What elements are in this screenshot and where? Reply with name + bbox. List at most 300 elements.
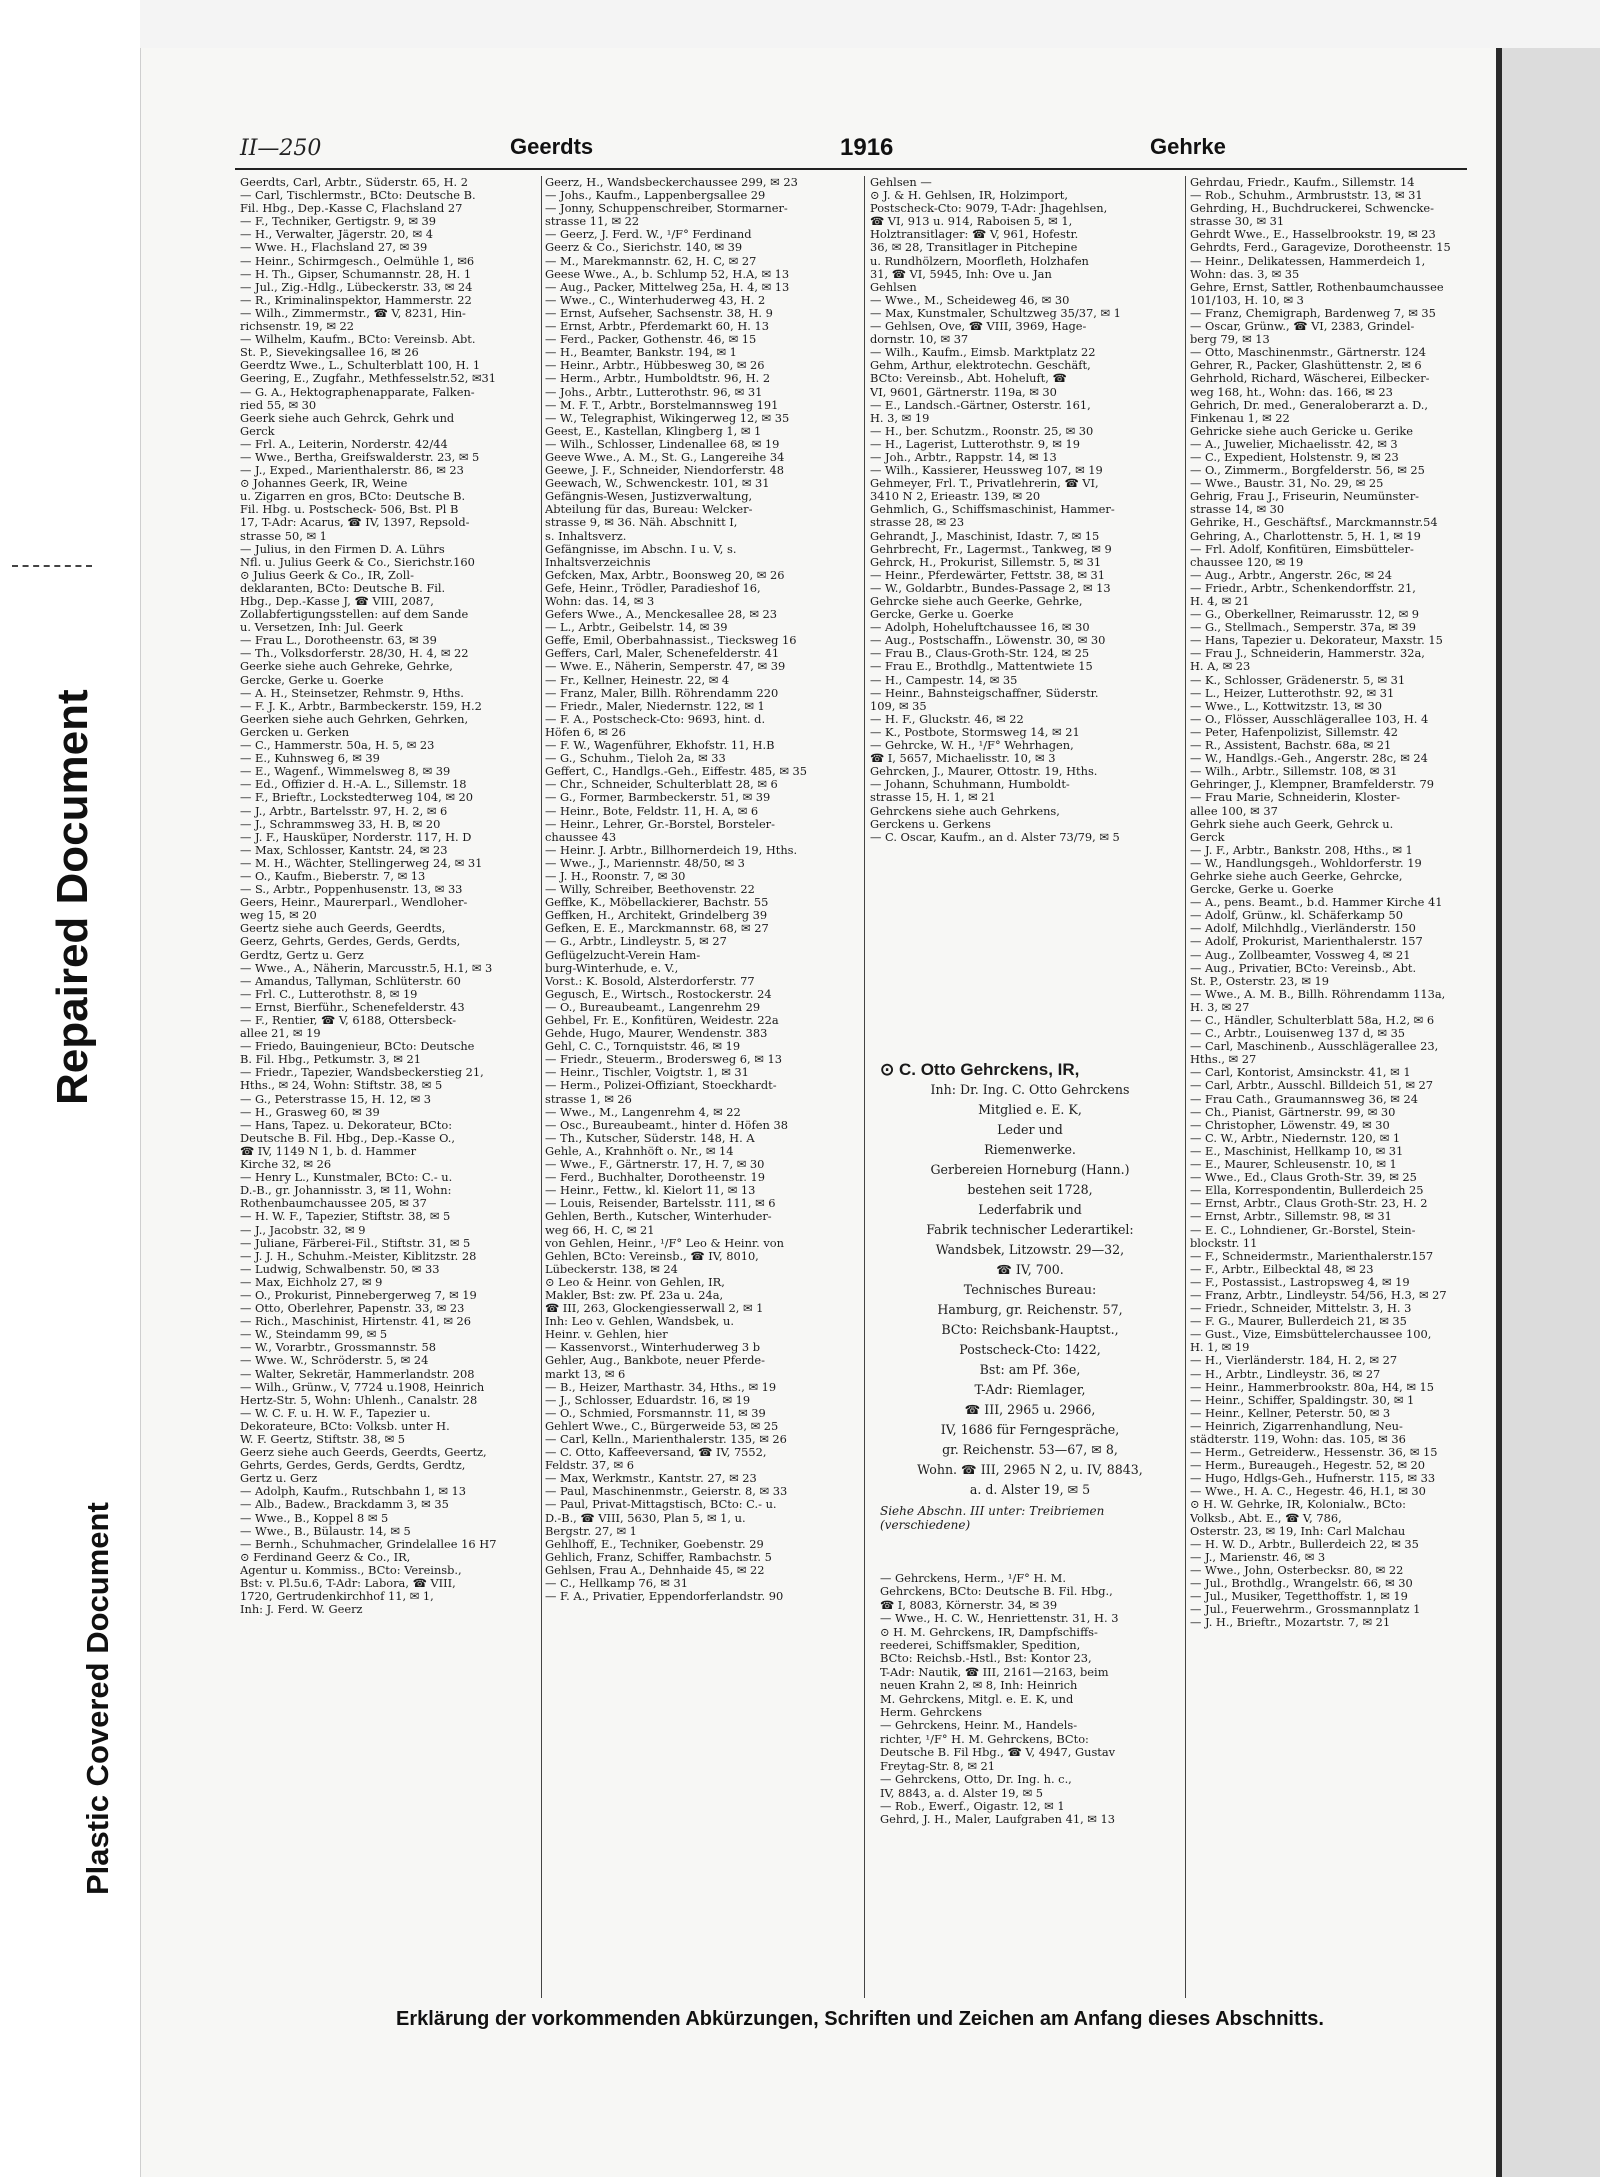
directory-entry: — Walter, Sekretär, Hammerlandstr. 208: [240, 1367, 475, 1381]
directory-entry: — H. W. F., Tapezier, Stiftstr. 38, ✉ 5: [240, 1210, 451, 1224]
advertisement-line: a. d. Alster 19, ✉ 5: [969, 1482, 1091, 1497]
directory-entry: — Jonny, Schuppenschreiber, Stormarner-: [545, 202, 788, 216]
advertisement-line: Leder und: [997, 1122, 1063, 1137]
directory-entry: — Rich., Maschinist, Hirtenstr. 41, ✉ 26: [240, 1315, 472, 1329]
directory-entry: — F., Postassist., Lastropsweg 4, ✉ 19: [1190, 1275, 1410, 1289]
directory-entry: — Otto, Maschinenmstr., Gärtnerstr. 124: [1190, 346, 1426, 360]
advertisement-line: Bst: am Pf. 36e,: [979, 1362, 1081, 1377]
directory-entry: Gehrcke siehe auch Geerke, Gehrke,: [870, 595, 1083, 608]
directory-entry: — Wwe. H., Flachsland 27, ✉ 39: [240, 241, 428, 255]
directory-entry: — Jul., Zig.-Hdlg., Lübeckerstr. 33, ✉ 24: [240, 280, 473, 294]
directory-entry: M. Gehrckens, Mitgl. e. E. K, und: [880, 1692, 1074, 1706]
directory-entry: Gehrbrecht, Fr., Lagermst., Tankweg, ✉ 9: [870, 542, 1112, 556]
directory-entry: — Hans, Tapezier u. Dekorateur, Maxstr. 15: [1190, 634, 1443, 648]
directory-entry: — Max, Kunstmaler, Schultzweg 35/37, ✉ 1: [870, 306, 1121, 320]
directory-entry: — H., Arbtr., Lindleystr. 36, ✉ 27: [1190, 1367, 1381, 1381]
directory-entry: blockstr. 11: [1190, 1236, 1258, 1250]
header-first-word: Geerdts: [510, 134, 594, 159]
directory-entry: — G., Oberkellner, Reimarusstr. 12, ✉ 9: [1190, 608, 1420, 622]
directory-entry: Hths., ✉ 24, Wohn: Stiftstr. 38, ✉ 5: [240, 1079, 443, 1093]
directory-entry: — Gehrckens, Herm., ¹/F° H. M.: [880, 1572, 1066, 1585]
directory-entry: — M. H., Wächter, Stellingerweg 24, ✉ 31: [240, 856, 483, 870]
directory-entry: — H. Th., Gipser, Schumannstr. 28, H. 1: [240, 267, 472, 281]
directory-entry: — Hugo, Hdlgs-Geh., Hufnerstr. 115, ✉ 33: [1190, 1472, 1436, 1486]
directory-entry: von Gehlen, Heinr., ¹/F° Leo & Heinr. von: [545, 1236, 784, 1250]
directory-entry: — Carl, Kontorist, Amsinckstr. 41, ✉ 1: [1190, 1066, 1411, 1080]
directory-entry: — Wwe., H. C. W., Henriettenstr. 31, H. 3: [880, 1612, 1119, 1626]
advertisement-line: Technisches Bureau:: [963, 1282, 1097, 1297]
directory-entry: Geest, E., Kastellan, Klingberg 1, ✉ 1: [545, 424, 762, 438]
directory-entry: markt 13, ✉ 6: [545, 1367, 626, 1381]
directory-entry: Geffe, Emil, Oberbahnassist., Tiecksweg 16: [545, 634, 797, 648]
directory-entry: — J. H., Brieftr., Mozartstr. 7, ✉ 21: [1190, 1616, 1391, 1630]
directory-entry: — Carl, Arbtr., Ausschl. Billdeich 51, ✉ 27: [1190, 1079, 1434, 1093]
directory-entry: — G. A., Hektographenapparate, Falken-: [240, 385, 475, 399]
directory-entry: — C., Expedient, Holstenstr. 9, ✉ 23: [1190, 450, 1399, 464]
directory-entry: u. Zigarren en gros, BCto: Deutsche B.: [240, 490, 466, 504]
directory-entry: Gehlhoff, E., Techniker, Goebenstr. 29: [545, 1537, 764, 1551]
directory-entry: Geerz siehe auch Geerds, Geerdts, Geertz,: [240, 1446, 487, 1460]
directory-entry: — Rob., Schuhm., Armbruststr. 13, ✉ 31: [1190, 189, 1423, 203]
directory-entry: — Ernst, Arbtr., Sillemstr. 98, ✉ 31: [1190, 1210, 1392, 1224]
directory-entry: — J., Schrammsweg 33, H. B, ✉ 20: [240, 817, 441, 831]
directory-entry: — J. J. H., Schuhm.-Meister, Kiblitzstr. 28: [240, 1249, 477, 1263]
directory-entry: — H. W. D., Arbtr., Bullerdeich 22, ✉ 35: [1190, 1537, 1419, 1551]
directory-entry: — Gust., Vize, Eimsbüttelerchaussee 100,: [1190, 1328, 1432, 1342]
directory-entry: Höfen 6, ✉ 26: [545, 725, 626, 739]
directory-entry: — Hans, Tapez. u. Dekorateur, BCto:: [240, 1118, 453, 1132]
directory-entry: — Osc., Bureaubeamt., hinter d. Höfen 38: [545, 1118, 788, 1132]
directory-entry: chaussee 43: [545, 830, 617, 844]
directory-entry: — Wwe., C., Winterhuderweg 43, H. 2: [545, 293, 766, 307]
plastic-label: Plastic Covered Document: [80, 1502, 115, 1895]
directory-entry: — Jul., Musiker, Tegetthoffstr. 1, ✉ 19: [1190, 1590, 1408, 1604]
directory-entry: — Wilh., Arbtr., Sillemstr. 108, ✉ 31: [1190, 765, 1398, 779]
directory-entry: — Heinr., Hammerbrookstr. 80a, H4, ✉ 15: [1190, 1380, 1435, 1394]
directory-entry: — Heinr., Lehrer, Gr.-Borstel, Borsteler-: [545, 817, 775, 831]
directory-entry: — Wilh., Grünw., V, 7724 u.1908, Heinrich: [240, 1380, 485, 1394]
directory-entry: 3410 N 2, Erieastr. 139, ✉ 20: [870, 490, 1041, 504]
column-divider: [541, 176, 542, 1998]
directory-entry: Geerken siehe auch Gehrken, Gehrken,: [240, 712, 469, 726]
directory-entry: Nfl. u. Julius Geerk & Co., Sierichstr.160: [240, 555, 475, 569]
directory-entry: H. 1, ✉ 19: [1190, 1341, 1250, 1355]
sidebar: [0, 0, 140, 2177]
directory-entry: — Friedr., Arbtr., Schenkendorffstr. 21,: [1190, 581, 1416, 595]
directory-entry: — Johs., Kaufm., Lappenbergsallee 29: [545, 189, 766, 203]
directory-entry: — B., Heizer, Marthastr. 34, Hths., ✉ 19: [545, 1380, 777, 1394]
directory-entry: — Willy, Schreiber, Beethovenstr. 22: [545, 883, 755, 897]
directory-entry: Geerdtz Wwe., L., Schulterblatt 100, H. 1: [240, 359, 481, 373]
directory-entry: — Rob., Ewerf., Oigastr. 12, ✉ 1: [880, 1799, 1065, 1813]
advertisement-line: Mitglied e. E. K,: [978, 1102, 1082, 1117]
directory-entry: allee 100, ✉ 37: [1190, 804, 1278, 818]
directory-entry: — Franz, Maler, Billh. Röhrendamm 220: [545, 686, 779, 700]
directory-entry: — E., Maurer, Schleusenstr. 10, ✉ 1: [1190, 1158, 1397, 1172]
directory-entry: — C., Hellkamp 76, ✉ 31: [545, 1577, 688, 1591]
directory-entry: Geerz, Gehrts, Gerdes, Gerds, Gerdts,: [240, 935, 461, 949]
directory-entry: — F. A., Postscheck-Cto: 9693, hint. d.: [545, 712, 766, 726]
directory-entry: Gehmeyer, Frl. T., Privatlehrerin, ☎ VI,: [870, 477, 1099, 491]
directory-entry: — Ferd., Buchhalter, Dorotheenstr. 19: [545, 1171, 765, 1185]
directory-entry: — Heinr., Schiffer, Spaldingstr. 30, ✉ 1: [1190, 1393, 1415, 1407]
directory-entry: — W., Telegraphist, Wikingerweg 12, ✉ 35: [545, 411, 790, 425]
directory-entry: — L., Heizer, Lutterothstr. 92, ✉ 31: [1190, 686, 1395, 700]
directory-entry: — F., Schneidermstr., Marienthalerstr.157: [1190, 1249, 1434, 1263]
directory-entry: — W. C. F. u. H. W. F., Tapezier u.: [240, 1406, 431, 1420]
directory-entry: Hertz-Str. 5, Wohn: Uhlenh., Canalstr. 28: [240, 1393, 478, 1407]
directory-entry: St. P., Sievekingsallee 16, ✉ 26: [240, 346, 419, 360]
directory-entry: — F., Techniker, Gertigstr. 9, ✉ 39: [240, 215, 437, 229]
directory-entry: ☎ III, 263, Glockengiesserwall 2, ✉ 1: [545, 1302, 764, 1316]
directory-entry: Gehringer, J., Klempner, Bramfelderstr. 79: [1190, 778, 1434, 792]
directory-entry: — Adolf, Prokurist, Marienthalerstr. 157: [1190, 935, 1423, 949]
header-year: 1916: [840, 134, 894, 161]
directory-entry: u. Versetzen, Inh: Jul. Geerk: [240, 621, 403, 635]
directory-entry: ⊙ Julius Geerk & Co., IR, Zoll-: [240, 568, 414, 582]
directory-entry: — H., Lagerist, Lutterothstr. 9, ✉ 19: [870, 437, 1080, 451]
directory-entry: Gehrer, R., Packer, Glashüttenstr. 2, ✉ 6: [1190, 359, 1422, 373]
directory-entry: Wohn: das. 14, ✉ 3: [545, 595, 655, 608]
directory-entry: Gehl, C. C., Tornquiststr. 46, ✉ 19: [545, 1040, 741, 1054]
directory-entry: — W., Vorarbtr., Grossmannstr. 58: [240, 1341, 436, 1355]
directory-entry: — G., Arbtr., Lindleystr. 5, ✉ 27: [545, 935, 727, 949]
directory-entry: strasse 1, ✉ 26: [545, 1092, 632, 1106]
directory-entry: Gehlsen —: [870, 176, 932, 189]
directory-entry: Gehmlich, G., Schiffsmaschinist, Hammer-: [870, 503, 1115, 517]
directory-entry: — J., Schlosser, Eduardstr. 16, ✉ 19: [545, 1393, 751, 1407]
directory-entry: — O., Flösser, Ausschlägerallee 103, H. 4: [1190, 712, 1429, 726]
directory-entry: — Chr., Schneider, Schulterblatt 28, ✉ 6: [545, 778, 778, 792]
directory-entry: Inhaltsverzeichnis: [545, 555, 651, 569]
directory-entry: — Heinr., Delikatessen, Hammerdeich 1,: [1190, 254, 1426, 268]
advertisement-line: Riemenwerke.: [984, 1142, 1076, 1157]
directory-entry: — R., Kriminalinspektor, Hammerstr. 22: [240, 293, 472, 307]
directory-entry: — Jul., Brothdlg., Wrangelstr. 66, ✉ 30: [1190, 1577, 1413, 1591]
directory-entry: — Frau Cath., Graumannsweg 36, ✉ 24: [1190, 1092, 1418, 1106]
advertisement-line: Inh: Dr. Ing. C. Otto Gehrckens: [930, 1082, 1130, 1097]
directory-entry: H. 4, ✉ 21: [1190, 595, 1250, 608]
advertisement-line: Hamburg, gr. Reichenstr. 57,: [937, 1302, 1123, 1317]
directory-entry: — Ernst, Arbtr., Pferdemarkt 60, H. 13: [545, 320, 770, 334]
directory-entry: — Wwe., John, Osterbecksr. 80, ✉ 22: [1190, 1563, 1404, 1577]
directory-entry: — J. H., Roonstr. 7, ✉ 30: [545, 869, 686, 883]
directory-entry: Geerke siehe auch Gehreke, Gehrke,: [240, 660, 453, 674]
directory-entry: strasse 28, ✉ 23: [870, 516, 965, 530]
directory-entry: u. Rundhölzern, Moorfleth, Holzhafen: [870, 254, 1089, 268]
directory-entry: — Carl, Kelln., Marienthalerstr. 135, ✉ 26: [545, 1433, 787, 1446]
directory-entry: 17, T-Adr: Acarus, ☎ IV, 1397, Repsold-: [240, 516, 470, 530]
directory-entry: — Kassenvorst., Winterhuderweg 3 b: [545, 1341, 761, 1355]
directory-entry: Rothenbaumchaussee 205, ✉ 37: [240, 1197, 427, 1211]
directory-entry: — Friedr., Maler, Niedernstr. 122, ✉ 1: [545, 699, 765, 713]
directory-entry: Geerz & Co., Sierichstr. 140, ✉ 39: [545, 241, 743, 255]
page-right-edge: [1500, 48, 1600, 2177]
directory-entry: — E., Landsch.-Gärtner, Osterstr. 161,: [870, 398, 1091, 412]
directory-entry: — G., Peterstrasse 15, H. 12, ✉ 3: [240, 1092, 431, 1106]
directory-entry: dornstr. 10, ✉ 37: [870, 333, 969, 347]
advertisement-line: ☎ III, 2965 u. 2966,: [964, 1402, 1096, 1417]
directory-entry: — Oscar, Grünw., ☎ VI, 2383, Grindel-: [1190, 320, 1415, 334]
directory-entry: richter, ¹/F° H. M. Gehrckens, BCto:: [880, 1732, 1089, 1746]
directory-entry: — Th., Volksdorferstr. 28/30, H. 4, ✉ 22: [240, 647, 469, 661]
directory-entry: Geffers, Carl, Maler, Schenefelderstr. 41: [545, 647, 780, 661]
advertisement-block: [880, 1060, 1180, 1827]
directory-entry: — C. W., Arbtr., Niedernstr. 120, ✉ 1: [1190, 1131, 1401, 1145]
advertisement-line: bestehen seit 1728,: [967, 1182, 1093, 1197]
directory-entry: — Wwe., L., Kottwitzstr. 13, ✉ 30: [1190, 699, 1382, 713]
directory-entry: Gehrdts, Ferd., Garagevize, Dorotheenstr. 15: [1190, 241, 1451, 255]
directory-entry: 31, ☎ VI, 5945, Inh: Ove u. Jan: [870, 267, 1052, 281]
directory-entry: — Carl, Maschinenb., Ausschlägerallee 23,: [1190, 1040, 1439, 1054]
directory-entry: Deutsche B. Fil Hbg., ☎ V, 4947, Gustav: [880, 1746, 1116, 1760]
directory-entry: — H., Grasweg 60, ✉ 39: [240, 1105, 380, 1119]
directory-entry: — Herm., Bureaugeh., Hegestr. 52, ✉ 20: [1190, 1459, 1426, 1473]
directory-entry: ⊙ H. M. Gehrckens, IR, Dampfschiffs-: [880, 1625, 1098, 1639]
directory-entry: — Wilh., Schlosser, Lindenallee 68, ✉ 19: [545, 437, 780, 451]
directory-entry: chaussee 120, ✉ 19: [1190, 555, 1304, 569]
directory-entry: — Julius, in den Firmen D. A. Lührs: [240, 542, 445, 556]
directory-entry: — Jul., Feuerwehrm., Grossmannplatz 1: [1190, 1603, 1421, 1617]
directory-entry: — K., Schlosser, Grädenerstr. 5, ✉ 31: [1190, 673, 1406, 687]
directory-entry: — A., pens. Beamt., b.d. Hammer Kirche 41: [1190, 896, 1443, 910]
directory-entry: — R., Assistent, Bachstr. 68a, ✉ 21: [1190, 739, 1392, 753]
directory-entry: ☎ I, 8083, Körnerstr. 34, ✉ 39: [880, 1598, 1058, 1612]
directory-entry: — J., Marienstr. 46, ✉ 3: [1190, 1550, 1326, 1564]
directory-entry: weg 66, H. C, ✉ 21: [545, 1223, 655, 1237]
page-header: [240, 132, 1460, 168]
directory-entry: — F., Arbtr., Eilbecktal 48, ✉ 23: [1190, 1262, 1374, 1276]
directory-entry: Gehrk siehe auch Geerk, Gehrck u.: [1190, 817, 1394, 831]
advertisement-line: Lederfabrik und: [978, 1202, 1082, 1217]
directory-entry: Hbg., Dep.-Kasse J, ☎ VIII, 2087,: [240, 595, 434, 608]
directory-entry: Gerckens u. Gerkens: [870, 817, 991, 831]
directory-entry: — Johs., Arbtr., Lutterothstr. 96, ✉ 31: [545, 385, 763, 399]
directory-entry: — Ed., Offizier d. H.-A. L., Sillemstr. 18: [240, 778, 467, 792]
directory-entry: — O., Schmied, Forsmannstr. 11, ✉ 39: [545, 1406, 766, 1420]
directory-entry: Postscheck-Cto: 9079, T-Adr: Jhagehlsen,: [870, 202, 1108, 216]
directory-entry: Gehring, A., Charlottenstr. 5, H. 1, ✉ 19: [1190, 529, 1421, 543]
directory-entry: W. F. Geertz, Stiftstr. 38, ✉ 5: [240, 1433, 405, 1446]
directory-entry: — Heinr., Kellner, Peterstr. 50, ✉ 3: [1190, 1406, 1391, 1420]
directory-entry: — Frau J., Schneiderin, Hammerstr. 32a,: [1190, 647, 1425, 661]
directory-entry: — Aug., Privatier, BCto: Vereinsb., Abt.: [1190, 961, 1417, 975]
directory-entry: reederei, Schiffsmakler, Spedition,: [880, 1639, 1081, 1653]
directory-entry: — E., Maschinist, Hellkamp 10, ✉ 31: [1190, 1144, 1404, 1158]
directory-entry: ⊙ J. & H. Gehlsen, IR, Holzimport,: [870, 189, 1068, 203]
directory-entry: — S., Arbtr., Poppenhusenstr. 13, ✉ 33: [240, 883, 463, 897]
directory-entry: Gehm, Arthur, elektrotechn. Geschäft,: [870, 359, 1091, 373]
directory-entry: — Gehrckens, Otto, Dr. Ing. h. c.,: [880, 1773, 1072, 1787]
directory-entry: Geerdts, Carl, Arbtr., Süderstr. 65, H. 2: [240, 176, 469, 189]
directory-entry: — J., Exped., Marienthalerstr. 86, ✉ 23: [240, 464, 464, 478]
directory-entry: Bst: v. Pl.5u.6, T-Adr: Labora, ☎ VIII,: [240, 1577, 456, 1591]
directory-entry: Gehrig, Frau J., Friseurin, Neumünster-: [1190, 490, 1419, 504]
directory-entry: — J. F., Hausküper, Norderstr. 117, H. D: [240, 830, 472, 844]
directory-entry: Gehrckens, BCto: Deutsche B. Fil. Hbg.,: [880, 1585, 1113, 1599]
directory-entry: — Heinr., Tischler, Voigtstr. 1, ✉ 31: [545, 1066, 749, 1080]
directory-entry: ⊙ Johannes Geerk, IR, Weine: [240, 477, 408, 491]
advertisement-line: Gerbereien Horneburg (Hann.): [930, 1162, 1130, 1177]
directory-entry: — Wilh., Kassierer, Heussweg 107, ✉ 19: [870, 464, 1103, 478]
directory-entry: — O., Prokurist, Pinnebergerweg 7, ✉ 19: [240, 1288, 477, 1302]
directory-entry: T-Adr: Nautik, ☎ III, 2161—2163, beim: [880, 1665, 1109, 1679]
directory-entry: Holztransitlager: ☎ V, 961, Hofestr.: [870, 228, 1079, 242]
directory-entry: — Wwe., H. A. C., Hegestr. 46, H.1, ✉ 30: [1190, 1485, 1426, 1499]
directory-entry: — Frl. Adolf, Konfitüren, Eimsbütteler-: [1190, 542, 1414, 556]
directory-entry: Gehrck, H., Prokurist, Sillemstr. 5, ✉ 31: [870, 555, 1102, 569]
page-number: II—250: [240, 136, 322, 161]
advertisement-line: T-Adr: Riemlager,: [974, 1382, 1086, 1397]
directory-entry: — Wwe., M., Scheideweg 46, ✉ 30: [870, 293, 1070, 307]
directory-column-3: [870, 176, 1170, 1056]
directory-entry: richsenstr. 19, ✉ 22: [240, 320, 354, 334]
directory-entry: — M., Marekmannstr. 62, H. C, ✉ 27: [545, 254, 757, 268]
directory-entry: — Alb., Badew., Brackdamm 3, ✉ 35: [240, 1498, 449, 1512]
directory-entry: Gehrts, Gerdes, Gerds, Gerdts, Gerdtz,: [240, 1459, 466, 1473]
directory-entry: Wohn: das. 3, ✉ 35: [1190, 267, 1300, 281]
directory-entry: Hths., ✉ 27: [1190, 1053, 1257, 1067]
directory-entry: — Wilhelm, Kaufm., BCto: Vereinsb. Abt.: [240, 333, 476, 347]
directory-entry: ⊙ Leo & Heinr. von Gehlen, IR,: [545, 1275, 725, 1289]
directory-entry: — Heinr., Bote, Feldstr. 11, H. A, ✉ 6: [545, 804, 759, 818]
directory-entry: — Paul, Maschinenmstr., Geierstr. 8, ✉ 33: [545, 1485, 788, 1499]
directory-entry: — O., Bureaubeamt., Langenrehm 29: [545, 1000, 761, 1014]
directory-entry: — Ch., Pianist, Gärtnerstr. 99, ✉ 30: [1190, 1105, 1396, 1119]
directory-entry: — Wwe., A. M. B., Billh. Röhrendamm 113a,: [1190, 987, 1446, 1001]
directory-entry: — K., Postbote, Stormsweg 14, ✉ 21: [870, 725, 1080, 739]
directory-entry: Lübeckerstr. 138, ✉ 24: [545, 1262, 678, 1276]
directory-entry: Gehlsen: [870, 280, 917, 294]
directory-entry: — Wwe., Bertha, Greifswalderstr. 23, ✉ 5: [240, 450, 480, 464]
directory-entry: — H., Beamter, Bankstr. 194, ✉ 1: [545, 346, 737, 360]
directory-entry: — A. H., Steinsetzer, Rehmstr. 9, Hths.: [240, 686, 464, 700]
directory-entry: — Wwe. W., Schröderstr. 5, ✉ 24: [240, 1354, 429, 1368]
directory-entry: — O., Kaufm., Bieberstr. 7, ✉ 13: [240, 869, 426, 883]
directory-entry: — L., Arbtr., Geibelstr. 14, ✉ 39: [545, 621, 728, 635]
directory-entry: Agentur u. Kommiss., BCto: Vereinsb.,: [240, 1563, 462, 1577]
directory-entry: — Otto, Oberlehrer, Papenstr. 33, ✉ 23: [240, 1302, 465, 1316]
directory-entry: Inh: Leo v. Gehlen, Wandsbek, u.: [545, 1315, 734, 1329]
directory-entry: Gehrdt Wwe., E., Hasselbrookstr. 19, ✉ 23: [1190, 228, 1436, 242]
directory-entry: Geertz siehe auch Geerds, Geerdts,: [240, 922, 446, 936]
directory-entry: Gehrdau, Friedr., Kaufm., Sillemstr. 14: [1190, 176, 1415, 189]
directory-entry: B. Fil. Hbg., Petkumstr. 3, ✉ 21: [240, 1053, 421, 1067]
directory-entry: — Paul, Privat-Mittagstisch, BCto: C.- u.: [545, 1498, 777, 1512]
directory-entry: Geflügelzucht-Verein Ham-: [545, 948, 701, 962]
directory-entry: Gehler, Aug., Bankbote, neuer Pferde-: [545, 1354, 765, 1368]
directory-entry: 1720, Gertrudenkirchhof 11, ✉ 1,: [240, 1590, 434, 1604]
directory-entry: — C., Arbtr., Louisenweg 137 d, ✉ 35: [1190, 1027, 1406, 1041]
directory-entry: Gehle, A., Krahnhöft o. Nr., ✉ 14: [545, 1144, 734, 1158]
directory-column-2: [545, 176, 843, 1998]
directory-entry: ☎ I, 5657, Michaelisstr. 10, ✉ 3: [870, 752, 1056, 766]
directory-entry: — J., Jacobstr. 32, ✉ 9: [240, 1223, 366, 1237]
directory-entry: Osterstr. 23, ✉ 19, Inh: Carl Malchau: [1190, 1524, 1406, 1538]
directory-entry: — Friedr., Steuerm., Brodersweg 6, ✉ 13: [545, 1053, 782, 1067]
directory-entry: — Christopher, Löwenstr. 49, ✉ 30: [1190, 1118, 1390, 1132]
directory-entry: — Heinr., Arbtr., Hübbesweg 30, ✉ 26: [545, 359, 765, 373]
directory-entry: Gercke, Gerke u. Goerke: [240, 673, 384, 687]
directory-entry: — Max, Eichholz 27, ✉ 9: [240, 1275, 383, 1289]
directory-entry: BCto: Reichsb.-Hstl., Bst: Kontor 23,: [880, 1652, 1092, 1666]
directory-entry: Abteilung für das, Bureau: Welcker-: [545, 503, 753, 517]
advertisement-line: Postscheck-Cto: 1422,: [959, 1342, 1101, 1357]
directory-entry: Dekorateure, BCto: Volksb. unter H.: [240, 1419, 450, 1433]
directory-entry: Fil. Hbg., Dep.-Kasse C, Flachsland 27: [240, 202, 463, 216]
directory-entry: Deutsche B. Fil. Hbg., Dep.-Kasse O.,: [240, 1131, 456, 1145]
directory-entry: — C., Hammerstr. 50a, H. 5, ✉ 23: [240, 739, 435, 753]
directory-entry: Gefken, E. E., Marckmannstr. 68, ✉ 27: [545, 922, 769, 936]
directory-entry: — W., Steindamm 99, ✉ 5: [240, 1328, 388, 1342]
directory-entry: — Heinr., Pferdewärter, Fettstr. 38, ✉ 31: [870, 568, 1105, 582]
directory-entry: Gehrcken, J., Maurer, Ottostr. 19, Hths.: [870, 765, 1098, 779]
directory-entry: Gerck: [1190, 830, 1225, 844]
directory-entry: — G., Schuhm., Tieloh 2a, ✉ 33: [545, 752, 726, 766]
directory-entry: Vorst.: K. Bosold, Alsterdorferstr. 77: [545, 974, 755, 988]
directory-entry: 101/103, H. 10, ✉ 3: [1190, 293, 1304, 307]
directory-entry: — Wwe., F., Gärtnerstr. 17, H. 7, ✉ 30: [545, 1158, 765, 1172]
directory-entry: — Adolf, Grünw., kl. Schäferkamp 50: [1190, 909, 1403, 923]
directory-entry: — Aug., Zollbeamter, Vossweg 4, ✉ 21: [1190, 948, 1411, 962]
directory-entry: Volksb., Abt. E., ☎ V, 786,: [1190, 1511, 1342, 1525]
directory-entry: — Peter, Hafenpolizist, Sillemstr. 42: [1190, 725, 1399, 739]
directory-entry: — Th., Kutscher, Süderstr. 148, H. A: [545, 1131, 755, 1145]
directory-entry: — Wwe., B., Bülaustr. 14, ✉ 5: [240, 1524, 411, 1538]
directory-entry: — Ferd., Packer, Gothenstr. 46, ✉ 15: [545, 333, 757, 347]
directory-entry: Freytag-Str. 8, ✉ 21: [880, 1759, 995, 1773]
directory-entry: Inh: J. Ferd. W. Geerz: [240, 1603, 363, 1617]
directory-entry: H. 3, ✉ 27: [1190, 1000, 1250, 1014]
directory-entry: — Joh., Arbtr., Rappstr. 14, ✉ 13: [870, 450, 1057, 464]
directory-entry: — F. W., Wagenführer, Ekhofstr. 11, H.B: [545, 739, 775, 753]
directory-entry: — M. F. T., Arbtr., Borstelmannsweg 191: [545, 398, 779, 412]
directory-entry: — Amandus, Tallyman, Schlüterstr. 60: [240, 974, 461, 988]
advertisement-line: gr. Reichenstr. 53—67, ✉ 8,: [942, 1442, 1118, 1457]
directory-entry: — Max, Werkmstr., Kantstr. 27, ✉ 23: [545, 1472, 757, 1486]
directory-entry: — Aug., Packer, Mittelweg 25a, H. 4, ✉ 13: [545, 280, 790, 294]
directory-entry: Feldstr. 37, ✉ 6: [545, 1459, 634, 1473]
directory-entry: Geffke, K., Möbellackierer, Bachstr. 55: [545, 896, 769, 910]
directory-entry: — C. Oscar, Kaufm., an d. Alster 73/79, ✉ 5: [870, 830, 1120, 844]
directory-entry: — F., Brieftr., Lockstedterweg 104, ✉ 20: [240, 791, 474, 805]
directory-entry: — Frl. A., Leiterin, Norderstr. 42/44: [240, 437, 448, 451]
directory-entry: 109, ✉ 35: [870, 699, 927, 713]
directory-entry: — W., Handlungsgeh., Wohldorferstr. 19: [1190, 856, 1422, 870]
directory-entry: — Aug., Arbtr., Angerstr. 26c, ✉ 24: [1190, 568, 1392, 582]
directory-entry: — Henry L., Kunstmaler, BCto: C.- u.: [240, 1171, 453, 1185]
directory-entry: — F., Rentier, ☎ V, 6188, Ottersbeck-: [240, 1014, 457, 1027]
directory-entry: VI, 9601, Gärtnerstr. 119a, ✉ 30: [870, 385, 1057, 399]
cut-line: [12, 565, 92, 567]
directory-entry: — W., Handlgs.-Geh., Angerstr. 28c, ✉ 24: [1190, 752, 1428, 766]
directory-entry: strasse 11, ✉ 22: [545, 215, 640, 229]
directory-entry: — A., Juwelier, Michaelisstr. 42, ✉ 3: [1190, 437, 1398, 451]
directory-entry: St. P., Osterstr. 23, ✉ 19: [1190, 974, 1330, 988]
directory-entry: — Louis, Reisender, Bartelsstr. 111, ✉ 6: [545, 1197, 776, 1211]
directory-entry: Gerdtz, Gertz u. Gerz: [240, 948, 364, 962]
repaired-label: Repaired Document: [48, 689, 97, 1105]
directory-entry: Gehrandt, J., Maschinist, Idastr. 7, ✉ 15: [870, 529, 1100, 543]
directory-entry: — Frau Marie, Schneiderin, Kloster-: [1190, 791, 1401, 805]
directory-entry: — Gehlsen, Ove, ☎ VIII, 3969, Hage-: [870, 320, 1087, 334]
directory-entry: — Wilh., Kaufm., Eimsb. Marktplatz 22: [870, 346, 1096, 360]
binding-shadow: [1496, 48, 1502, 2177]
directory-entry: — Wwe., A., Näherin, Marcusstr.5, H.1, ✉ 3: [240, 961, 493, 975]
directory-entry: — Heinr., Fettw., kl. Kielort 11, ✉ 13: [545, 1184, 756, 1198]
directory-entry: — Wwe., M., Langenrehm 4, ✉ 22: [545, 1105, 741, 1119]
directory-entry: städterstr. 119, Wohn: das. 105, ✉ 36: [1190, 1433, 1406, 1446]
